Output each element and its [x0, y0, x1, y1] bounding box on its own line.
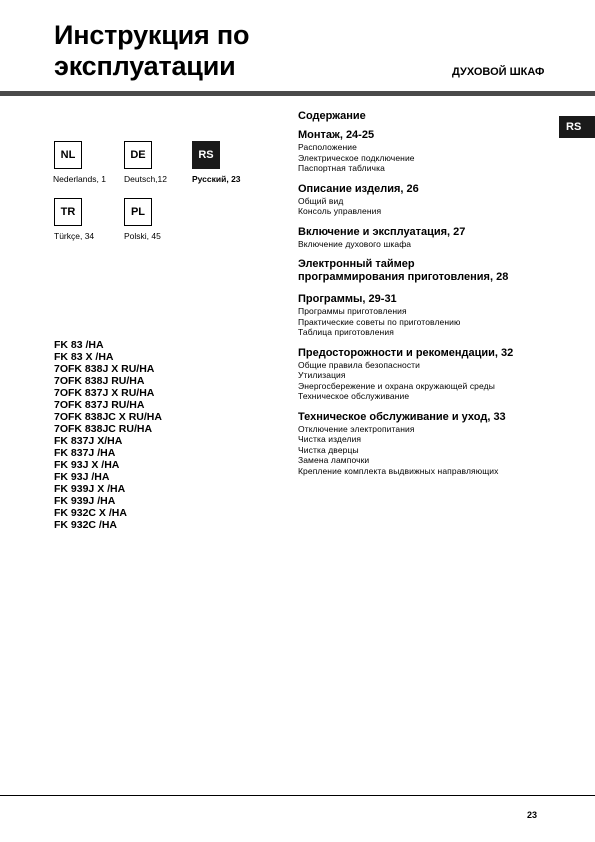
lang-box-tr[interactable]: TR — [54, 198, 82, 226]
toc-item: Паспортная табличка — [298, 163, 385, 173]
toc-item: Консоль управления — [298, 206, 382, 216]
toc-item: Замена лампочки — [298, 455, 370, 465]
model-item: FK 83 /HA — [54, 339, 104, 351]
toc-section-description — [298, 183, 578, 217]
toc-section-start-use — [298, 226, 578, 250]
model-item: FK 837J X/HA — [54, 435, 123, 447]
toc-item: Общие правила безопасности — [298, 359, 421, 370]
toc-item: Программы приготовления — [298, 306, 407, 316]
toc-item: Техническое обслуживание — [298, 391, 410, 401]
model-item: FK 932C /HA — [54, 519, 118, 531]
lang-box-nl[interactable]: NL — [54, 141, 82, 169]
lang-box-pl[interactable]: PL — [124, 198, 152, 226]
model-item: 7OFK 838JC X RU/HA — [54, 411, 162, 423]
toc-heading: Содержание — [298, 110, 366, 122]
title-line-2: эксплуатации — [54, 51, 236, 81]
lang-box-rs[interactable]: RS — [192, 141, 220, 169]
toc-item: Электрическое подключение — [298, 152, 415, 163]
toc-section-timer — [298, 258, 578, 284]
toc-item: Чистка изделия — [298, 434, 362, 444]
model-item: FK 932C X /HA — [54, 507, 127, 519]
lang-caption-rs: Русский, 23 — [192, 174, 241, 184]
lang-caption-tr: Türkçe, 34 — [54, 231, 95, 241]
toc-item: Таблица приготовления — [298, 327, 394, 337]
toc-item: Чистка дверцы — [298, 444, 359, 455]
toc-section-title[interactable]: Программы, 29-31 — [298, 293, 397, 305]
toc-section-title[interactable]: Описание изделия, 26 — [298, 182, 419, 195]
model-item: FK 93J X /HA — [54, 459, 120, 471]
product-type: ДУХОВОЙ ШКАФ — [452, 66, 545, 78]
toc-section-title[interactable]: Включение и эксплуатация, 27 — [298, 225, 466, 238]
toc-item: Энергосбережение и охрана окружающей среды — [298, 380, 495, 391]
lang-caption-de: Deutsch,12 — [124, 174, 167, 184]
toc-item: Практические советы по приготовлению — [298, 316, 461, 327]
model-item: 7OFK 837J X RU/HA — [54, 387, 155, 399]
lang-box-de[interactable]: DE — [124, 141, 152, 169]
toc-section-title[interactable]: Электронный таймер — [298, 258, 415, 270]
header-rule — [0, 91, 595, 96]
model-item: FK 83 X /HA — [54, 351, 114, 363]
toc-item: Утилизация — [298, 370, 346, 380]
lang-caption-nl: Nederlands, 1 — [53, 174, 106, 184]
toc-section-title[interactable]: программирования приготовления, 28 — [298, 271, 509, 283]
table-of-contents — [298, 110, 578, 485]
model-item: 7OFK 838J RU/HA — [54, 375, 145, 387]
toc-section-precautions — [298, 347, 578, 402]
toc-item: Расположение — [298, 142, 357, 152]
model-item: FK 93J /HA — [54, 471, 110, 483]
toc-section-title[interactable]: Предосторожности и рекомендации, 32 — [298, 346, 514, 359]
model-item: FK 837J /HA — [54, 447, 116, 459]
model-item: 7OFK 838J X RU/HA — [54, 363, 155, 375]
toc-section-title[interactable]: Монтаж, 24-25 — [298, 129, 375, 141]
toc-item: Включение духового шкафа — [298, 238, 412, 249]
toc-section-maintenance — [298, 411, 578, 477]
footer-rule — [0, 795, 595, 796]
language-side-tab: RS — [559, 116, 595, 138]
toc-item: Крепление комплекта выдвижных направляющих — [298, 465, 499, 476]
lang-caption-pl: Polski, 45 — [124, 231, 161, 241]
toc-section-installation — [298, 129, 578, 174]
model-item: 7OFK 837J RU/HA — [54, 399, 145, 411]
title-line-1: Инструкция по — [54, 20, 250, 50]
toc-item: Отключение электропитания — [298, 423, 415, 434]
model-item: FK 939J X /HA — [54, 483, 126, 495]
toc-section-title[interactable]: Техническое обслуживание и уход, 33 — [298, 410, 506, 423]
toc-section-programs — [298, 293, 578, 338]
toc-item: Общий вид — [298, 195, 344, 206]
model-item: FK 939J /HA — [54, 495, 116, 507]
model-list — [54, 339, 162, 531]
document-title — [54, 20, 249, 82]
page-number: 23 — [527, 810, 538, 820]
model-item: 7OFK 838JC RU/HA — [54, 423, 153, 435]
